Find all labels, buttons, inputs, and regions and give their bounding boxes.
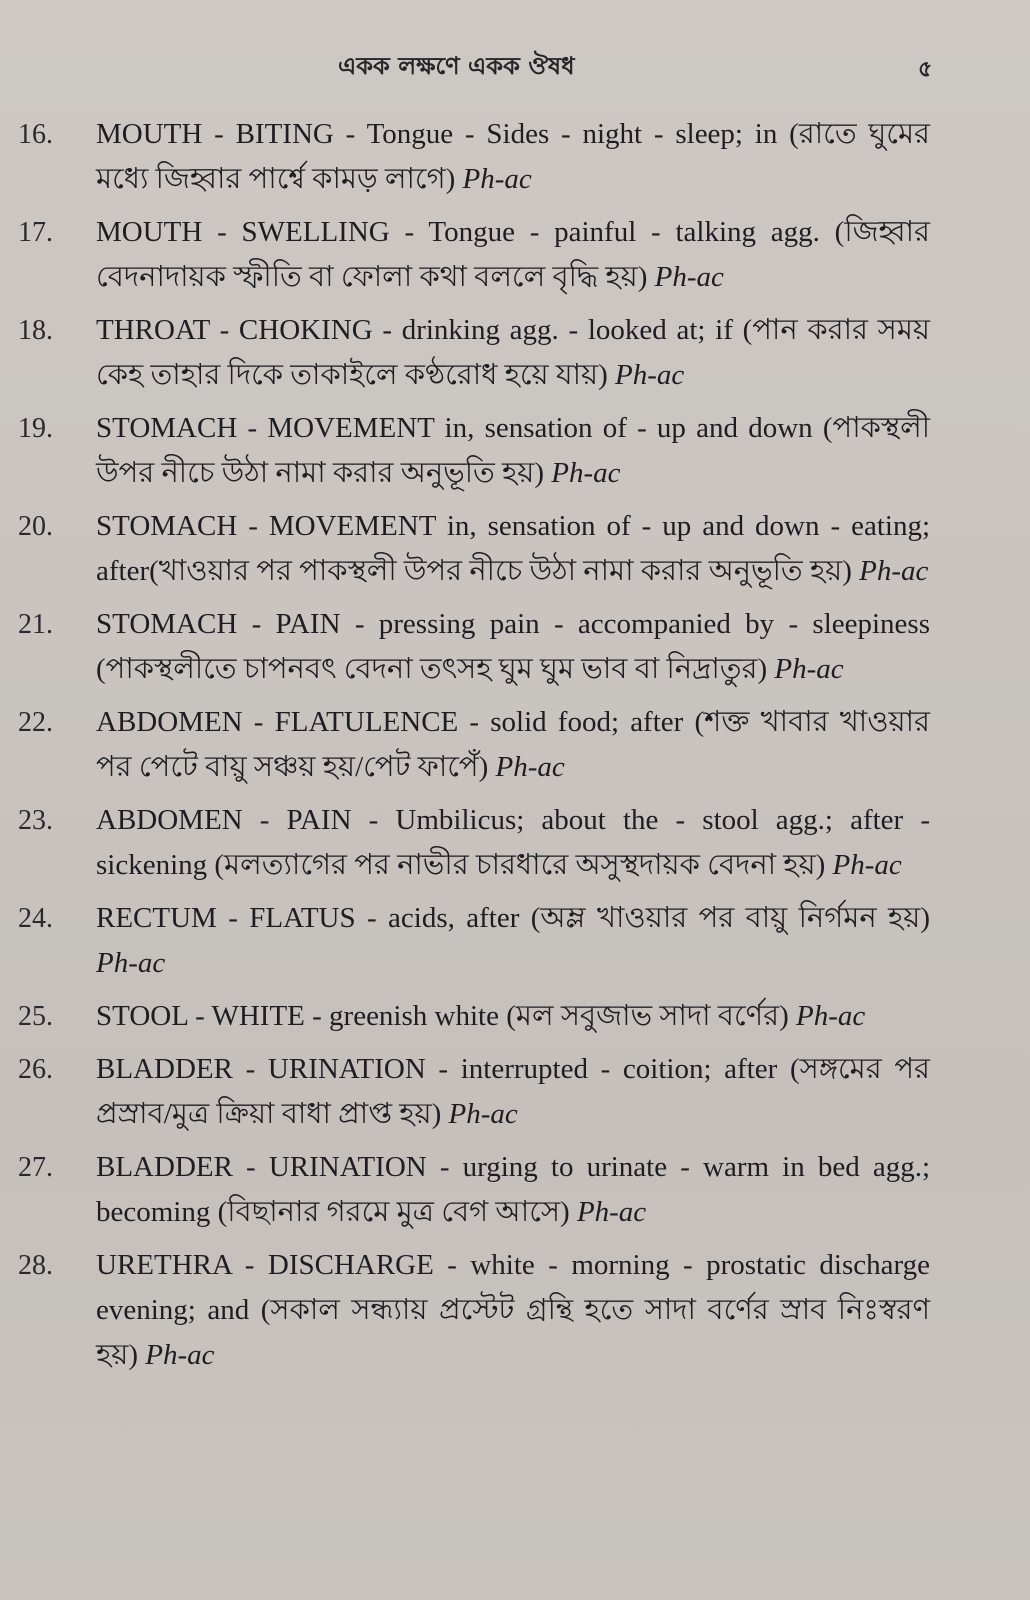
running-title: একক লক্ষণে একক ঔষধ bbox=[338, 52, 575, 80]
entry-remedy: Ph-ac bbox=[614, 359, 685, 391]
symptom-entry-27 bbox=[0, 1145, 1030, 1235]
symptom-entry-25 bbox=[0, 994, 1030, 1039]
entry-remedy: Ph-ac bbox=[859, 555, 929, 587]
entry-text: STOMACH - MOVEMENT in, sensation of - up and down (পাকস্থলী উপর নীচে উঠা নামা করার অনুভূতি হয়) bbox=[96, 412, 930, 489]
entry-number: 17. bbox=[18, 217, 53, 248]
entry-remedy: Ph-ac bbox=[774, 653, 844, 685]
entry-text: RECTUM - FLATUS - acids, after (অম্ল খাওয়ার পর বায়ু নির্গমন হয়) bbox=[96, 902, 930, 934]
entry-text: THROAT - CHOKING - drinking agg. - looked at; if (পান করার সময় কেহ তাহার দিকে তাকাইলে কণ্ঠরোধ হয়ে যায়) bbox=[96, 314, 930, 391]
entry-remedy: Ph-ac bbox=[832, 849, 902, 881]
entry-number: 25. bbox=[18, 1001, 53, 1032]
symptom-entry-16 bbox=[0, 112, 1030, 202]
entry-text: MOUTH - BITING - Tongue - Sides - night - sleep; in (রাতে ঘুমের মধ্যে জিহ্বার পার্শ্বে কামড় লাগে) bbox=[96, 118, 930, 195]
symptom-entry-24 bbox=[0, 896, 1030, 986]
entry-text: BLADDER - URINATION - urging to urinate - warm in bed agg.; becoming (বিছানার গরমে মুত্র বেগ আসে) bbox=[96, 1151, 930, 1228]
symptom-entry-23 bbox=[0, 798, 1030, 888]
symptom-entry-22 bbox=[0, 700, 1030, 790]
page-header bbox=[0, 42, 1030, 82]
entry-text: STOMACH - MOVEMENT in, sensation of - up and down - eating; after(খাওয়ার পর পাকস্থলী উপর নীচে উঠা নামা করার অনুভূতি হয়) bbox=[96, 510, 930, 587]
entry-number: 26. bbox=[18, 1054, 53, 1085]
symptom-entry-28 bbox=[0, 1243, 1030, 1378]
symptom-entry-26 bbox=[0, 1047, 1030, 1137]
entry-text: STOOL - WHITE - greenish white (মল সবুজাভ সাদা বর্ণের) bbox=[96, 1000, 796, 1032]
entry-remedy: Ph-ac bbox=[495, 751, 565, 783]
entry-remedy: Ph-ac bbox=[551, 457, 621, 489]
entry-number: 19. bbox=[18, 413, 53, 444]
entry-number: 21. bbox=[18, 609, 53, 640]
entry-text: URETHRA - DISCHARGE - white - morning - prostatic discharge evening; and (সকাল সন্ধ্যায় প্রস্টেট গ্রন্থি হতে সাদা বর্ণের স্রাব নিঃস্বরণ হয়) bbox=[96, 1249, 930, 1371]
entry-remedy: Ph-ac bbox=[796, 1000, 866, 1032]
symptom-entry-21 bbox=[0, 602, 1030, 692]
entry-number: 22. bbox=[18, 707, 53, 738]
entry-number: 18. bbox=[18, 315, 53, 346]
entry-number: 23. bbox=[18, 805, 53, 836]
entry-number: 28. bbox=[18, 1250, 53, 1281]
entry-number: 16. bbox=[18, 119, 53, 150]
entry-remedy: Ph-ac bbox=[448, 1098, 518, 1130]
entry-text: MOUTH - SWELLING - Tongue - painful - talking agg. (জিহ্বার বেদনাদায়ক স্ফীতি বা ফোলা কথা বললে বৃদ্ধি হয়) bbox=[96, 216, 930, 293]
entry-remedy: Ph-ac bbox=[576, 1196, 647, 1228]
symptom-entry-18 bbox=[0, 308, 1030, 398]
symptom-entry-20 bbox=[0, 504, 1030, 594]
symptom-list bbox=[0, 112, 1030, 1386]
symptom-entry-17 bbox=[0, 210, 1030, 300]
entry-remedy: Ph-ac bbox=[145, 1339, 215, 1371]
entry-remedy: Ph-ac bbox=[96, 947, 166, 979]
symptom-entry-19 bbox=[0, 406, 1030, 496]
entry-remedy: Ph-ac bbox=[654, 261, 724, 293]
entry-text: ABDOMEN - FLATULENCE - solid food; after (শক্ত খাবার খাওয়ার পর পেটে বায়ু সঞ্চয় হয়/পেট ফাপেঁ) bbox=[96, 706, 930, 783]
entry-remedy: Ph-ac bbox=[462, 163, 532, 195]
page-number: ৫ bbox=[918, 57, 933, 82]
entry-number: 24. bbox=[18, 903, 53, 934]
entry-text: BLADDER - URINATION - interrupted - coition; after (সঙ্গমের পর প্রস্রাব/মুত্র ক্রিয়া বাধা প্রাপ্ত হয়) bbox=[96, 1053, 930, 1130]
entry-text: ABDOMEN - PAIN - Umbilicus; about the - stool agg.; after - sickening (মলত্যাগের পর নাভীর চারধারে অসুস্থদায়ক বেদনা হয়) bbox=[96, 804, 930, 881]
entry-text: STOMACH - PAIN - pressing pain - accompanied by - sleepiness (পাকস্থলীতে চাপনবৎ বেদনা তৎসহ ঘুম ঘুম ভাব বা নিদ্রাতুর) bbox=[96, 608, 930, 685]
entry-number: 27. bbox=[18, 1152, 53, 1183]
entry-number: 20. bbox=[18, 511, 53, 542]
